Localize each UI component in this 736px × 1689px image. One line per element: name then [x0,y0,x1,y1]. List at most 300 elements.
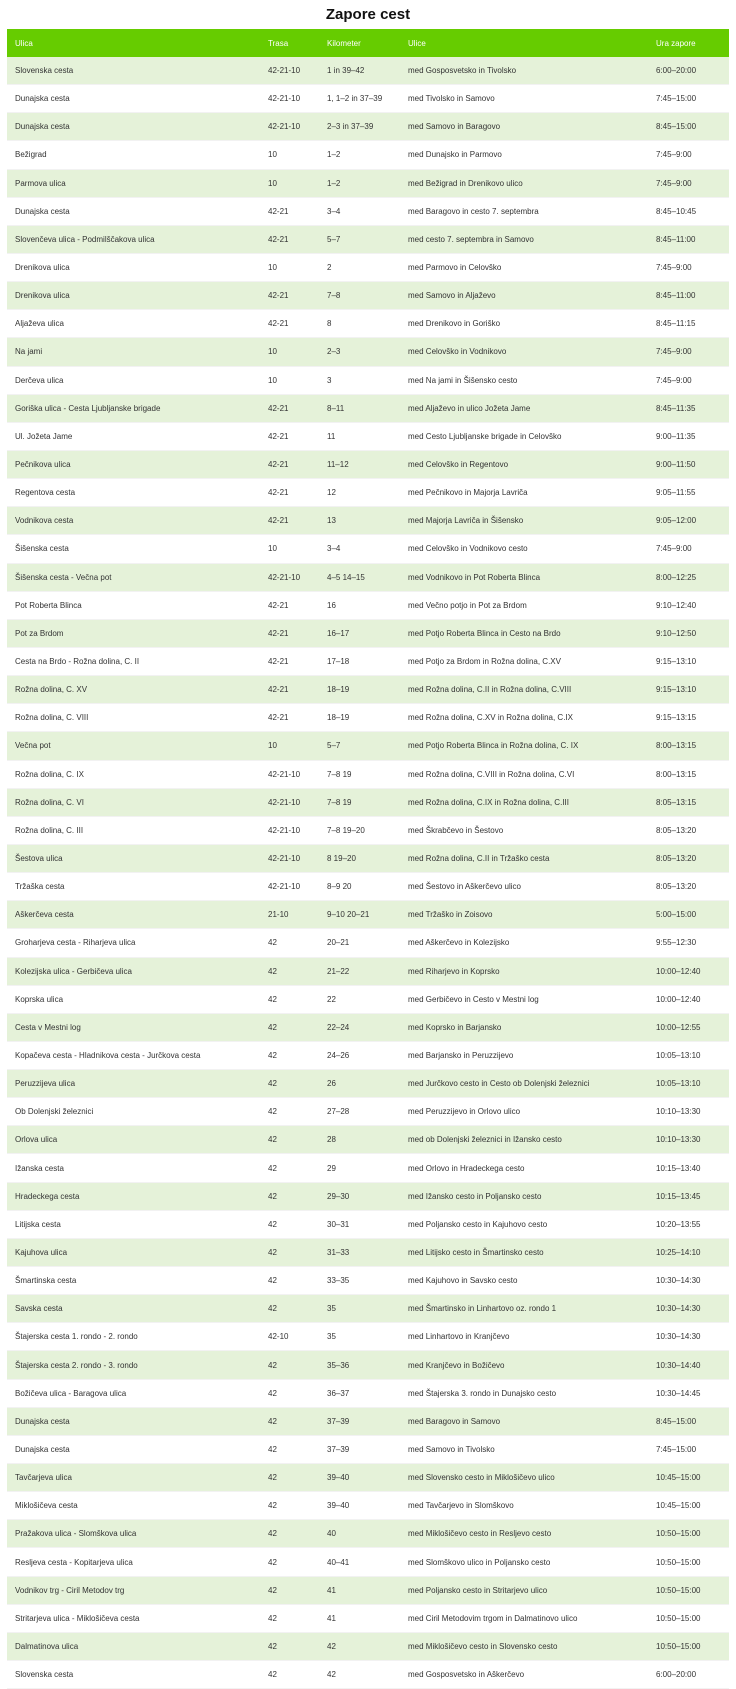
table-row [7,1041,729,1069]
cell-street: Pečnikova ulica [7,450,260,478]
cell-kilometer: 13 [319,507,400,535]
cell-street: Miklošičeva cesta [7,1492,260,1520]
table-row [7,788,729,816]
cell-kilometer: 4–5 14–15 [319,563,400,591]
cell-kilometer: 35 [319,1295,400,1323]
cell-street: Kolezijska ulica - Gerbičeva ulica [7,957,260,985]
cell-route: 42-21 [260,450,319,478]
header-ulice: Ulice [400,29,648,57]
table-row [7,1435,729,1463]
cell-kilometer: 5–7 [319,732,400,760]
cell-kilometer: 7–8 19 [319,788,400,816]
cell-closure-time: 8:00–12:25 [648,563,729,591]
cell-kilometer: 36–37 [319,1379,400,1407]
cell-closure-time: 7:45–15:00 [648,85,729,113]
cell-kilometer: 16–17 [319,619,400,647]
table-row [7,85,729,113]
cell-route: 42 [260,1379,319,1407]
cell-kilometer: 35–36 [319,1351,400,1379]
cell-closure-time: 7:45–9:00 [648,169,729,197]
cell-closure-time: 10:30–14:30 [648,1295,729,1323]
cell-section: med Škrabčevo in Šestovo [400,816,648,844]
cell-route: 42 [260,1435,319,1463]
table-row [7,844,729,872]
cell-route: 42-21 [260,619,319,647]
cell-section: med Bežigrad in Drenikovo ulico [400,169,648,197]
cell-route: 42-21 [260,676,319,704]
header-kilometer: Kilometer [319,29,400,57]
cell-kilometer: 29 [319,1154,400,1182]
table-row [7,816,729,844]
table-row [7,591,729,619]
cell-kilometer: 42 [319,1661,400,1689]
cell-kilometer: 30–31 [319,1210,400,1238]
cell-closure-time: 7:45–15:00 [648,1435,729,1463]
cell-section: med Rožna dolina, C.VIII in Rožna dolina, C.VI [400,760,648,788]
cell-section: med Štajerska 3. rondo in Dunajsko cesto [400,1379,648,1407]
cell-street: Regentova cesta [7,479,260,507]
cell-kilometer: 3–4 [319,535,400,563]
cell-section: med Orlovo in Hradeckega cesto [400,1154,648,1182]
page-title: Zapore cest [325,6,411,23]
cell-kilometer: 17–18 [319,647,400,675]
cell-route: 42 [260,957,319,985]
table-row [7,1154,729,1182]
cell-kilometer: 2 [319,253,400,281]
cell-route: 42-21 [260,394,319,422]
table-row [7,1464,729,1492]
table-row [7,1098,729,1126]
table-row [7,1070,729,1098]
cell-closure-time: 10:50–15:00 [648,1548,729,1576]
cell-section: med Ižansko cesto in Poljansko cesto [400,1182,648,1210]
closures-table [7,29,729,1689]
table-row [7,169,729,197]
cell-street: Aljaževa ulica [7,310,260,338]
table-row [7,1267,729,1295]
cell-route: 42 [260,1407,319,1435]
cell-closure-time: 8:00–13:15 [648,760,729,788]
cell-route: 42 [260,1210,319,1238]
cell-route: 42-21-10 [260,563,319,591]
table-row [7,507,729,535]
cell-route: 42-21-10 [260,113,319,141]
cell-closure-time: 9:00–11:35 [648,422,729,450]
cell-street: Šestova ulica [7,844,260,872]
cell-closure-time: 10:30–14:45 [648,1379,729,1407]
cell-closure-time: 8:05–13:20 [648,844,729,872]
cell-section: med Potjo za Brdom in Rožna dolina, C.XV [400,647,648,675]
cell-section: med Peruzzijevo in Orlovo ulico [400,1098,648,1126]
cell-section: med ob Dolenjski železnici in Ižansko cesto [400,1126,648,1154]
cell-street: Cesta na Brdo - Rožna dolina, C. II [7,647,260,675]
cell-closure-time: 9:10–12:50 [648,619,729,647]
cell-kilometer: 18–19 [319,704,400,732]
cell-kilometer: 2–3 in 37–39 [319,113,400,141]
cell-route: 42 [260,1576,319,1604]
cell-closure-time: 7:45–9:00 [648,141,729,169]
cell-closure-time: 10:25–14:10 [648,1238,729,1266]
cell-kilometer: 31–33 [319,1238,400,1266]
table-row [7,1604,729,1632]
cell-kilometer: 1 in 39–42 [319,57,400,85]
cell-closure-time: 7:45–9:00 [648,366,729,394]
cell-closure-time: 10:15–13:45 [648,1182,729,1210]
cell-section: med Jurčkovo cesto in Cesto ob Dolenjski železnici [400,1070,648,1098]
cell-closure-time: 9:05–12:00 [648,507,729,535]
cell-route: 10 [260,338,319,366]
cell-street: Kajuhova ulica [7,1238,260,1266]
cell-street: Bežigrad [7,141,260,169]
table-row [7,1407,729,1435]
cell-closure-time: 6:00–20:00 [648,1661,729,1689]
cell-kilometer: 8 [319,310,400,338]
table-row [7,1548,729,1576]
cell-route: 42-21-10 [260,85,319,113]
cell-section: med Aljaževo in ulico Jožeta Jame [400,394,648,422]
cell-route: 42 [260,1351,319,1379]
table-row [7,1379,729,1407]
cell-section: med Celovško in Vodnikovo cesto [400,535,648,563]
table-row [7,1520,729,1548]
cell-section: med Majorja Lavriča in Šišensko [400,507,648,535]
cell-street: Pražakova ulica - Slomškova ulica [7,1520,260,1548]
cell-route: 42 [260,1267,319,1295]
cell-route: 42 [260,1013,319,1041]
cell-route: 10 [260,253,319,281]
cell-section: med Samovo in Baragovo [400,113,648,141]
cell-closure-time: 10:05–13:10 [648,1041,729,1069]
table-row [7,1323,729,1351]
cell-kilometer: 1, 1–2 in 37–39 [319,85,400,113]
cell-street: Pot Roberta Blinca [7,591,260,619]
cell-street: Stritarjeva ulica - Miklošičeva cesta [7,1604,260,1632]
cell-kilometer: 8–11 [319,394,400,422]
cell-closure-time: 10:00–12:40 [648,985,729,1013]
cell-closure-time: 9:10–12:40 [648,591,729,619]
cell-street: Pot za Brdom [7,619,260,647]
cell-closure-time: 8:05–13:20 [648,873,729,901]
table-row [7,1351,729,1379]
table-row [7,985,729,1013]
cell-street: Goriška ulica - Cesta Ljubljanske brigade [7,394,260,422]
cell-route: 42-21-10 [260,57,319,85]
cell-section: med Riharjevo in Koprsko [400,957,648,985]
cell-route: 42 [260,1548,319,1576]
cell-kilometer: 27–28 [319,1098,400,1126]
table-row [7,197,729,225]
cell-route: 10 [260,732,319,760]
cell-kilometer: 9–10 20–21 [319,901,400,929]
cell-street: Slovenčeva ulica - Podmilščakova ulica [7,225,260,253]
cell-route: 42 [260,1661,319,1689]
cell-kilometer: 29–30 [319,1182,400,1210]
cell-section: med Večno potjo in Pot za Brdom [400,591,648,619]
cell-route: 42-21 [260,225,319,253]
cell-closure-time: 7:45–9:00 [648,338,729,366]
table-body [7,57,729,1689]
cell-street: Božičeva ulica - Baragova ulica [7,1379,260,1407]
cell-section: med Miklošičevo cesto in Slovensko cesto [400,1632,648,1660]
table-row [7,760,729,788]
cell-section: med Parmovo in Celovško [400,253,648,281]
table-row [7,422,729,450]
cell-closure-time: 10:10–13:30 [648,1126,729,1154]
cell-section: med Baragovo in Samovo [400,1407,648,1435]
table-row [7,676,729,704]
table-row [7,113,729,141]
cell-kilometer: 37–39 [319,1407,400,1435]
cell-kilometer: 3–4 [319,197,400,225]
cell-closure-time: 8:45–11:15 [648,310,729,338]
table-row [7,253,729,281]
cell-kilometer: 11–12 [319,450,400,478]
cell-route: 42 [260,1632,319,1660]
cell-closure-time: 10:45–15:00 [648,1464,729,1492]
cell-street: Koprska ulica [7,985,260,1013]
cell-route: 42-21 [260,704,319,732]
cell-street: Hradeckega cesta [7,1182,260,1210]
cell-kilometer: 1–2 [319,141,400,169]
cell-route: 21-10 [260,901,319,929]
cell-street: Šišenska cesta - Večna pot [7,563,260,591]
cell-street: Litijska cesta [7,1210,260,1238]
cell-section: med Cesto Ljubljanske brigade in Celovško [400,422,648,450]
cell-section: med Litijsko cesto in Šmartinsko cesto [400,1238,648,1266]
cell-street: Kopačeva cesta - Hladnikova cesta - Jurčkova cesta [7,1041,260,1069]
cell-street: Rožna dolina, C. III [7,816,260,844]
cell-kilometer: 26 [319,1070,400,1098]
table-row [7,563,729,591]
table-row [7,1238,729,1266]
cell-street: Dunajska cesta [7,85,260,113]
cell-section: med Baragovo in cesto 7. septembra [400,197,648,225]
table-row [7,282,729,310]
table-row [7,619,729,647]
cell-route: 42 [260,1126,319,1154]
cell-route: 42-21-10 [260,816,319,844]
cell-street: Tavčarjeva ulica [7,1464,260,1492]
cell-street: Na jami [7,338,260,366]
cell-section: med Gosposvetsko in Tivolsko [400,57,648,85]
cell-kilometer: 3 [319,366,400,394]
cell-street: Parmova ulica [7,169,260,197]
cell-kilometer: 41 [319,1576,400,1604]
table-row [7,394,729,422]
cell-section: med Na jami in Šišensko cesto [400,366,648,394]
cell-section: med Celovško in Regentovo [400,450,648,478]
cell-route: 42-21-10 [260,760,319,788]
cell-section: med Gosposvetsko in Aškerčevo [400,1661,648,1689]
cell-street: Rožna dolina, C. XV [7,676,260,704]
cell-kilometer: 21–22 [319,957,400,985]
cell-street: Cesta v Mestni log [7,1013,260,1041]
cell-closure-time: 8:05–13:15 [648,788,729,816]
cell-street: Dunajska cesta [7,1435,260,1463]
cell-route: 42 [260,1070,319,1098]
cell-route: 42 [260,1492,319,1520]
cell-closure-time: 7:45–9:00 [648,253,729,281]
cell-route: 42-21 [260,310,319,338]
cell-route: 42-21 [260,197,319,225]
cell-street: Rožna dolina, C. IX [7,760,260,788]
cell-closure-time: 10:05–13:10 [648,1070,729,1098]
table-row [7,732,729,760]
cell-closure-time: 9:55–12:30 [648,929,729,957]
cell-street: Štajerska cesta 2. rondo - 3. rondo [7,1351,260,1379]
table-row [7,1210,729,1238]
cell-street: Groharjeva cesta - Riharjeva ulica [7,929,260,957]
table-row [7,1661,729,1689]
cell-section: med Samovo in Aljaževo [400,282,648,310]
cell-street: Orlova ulica [7,1126,260,1154]
cell-kilometer: 5–7 [319,225,400,253]
cell-section: med Šestovo in Aškerčevo ulico [400,873,648,901]
cell-route: 10 [260,366,319,394]
cell-route: 42-21 [260,282,319,310]
cell-kilometer: 18–19 [319,676,400,704]
cell-section: med Aškerčevo in Kolezijsko [400,929,648,957]
cell-closure-time: 8:45–10:45 [648,197,729,225]
cell-kilometer: 28 [319,1126,400,1154]
cell-section: med Tržaško in Zoisovo [400,901,648,929]
table-row [7,957,729,985]
cell-route: 10 [260,169,319,197]
cell-section: med Drenikovo in Goriško [400,310,648,338]
cell-section: med Rožna dolina, C.II in Tržaško cesta [400,844,648,872]
cell-closure-time: 10:50–15:00 [648,1520,729,1548]
cell-street: Šmartinska cesta [7,1267,260,1295]
cell-closure-time: 10:30–14:30 [648,1323,729,1351]
cell-street: Dalmatinova ulica [7,1632,260,1660]
cell-closure-time: 8:45–11:00 [648,225,729,253]
cell-section: med Gerbičevo in Cesto v Mestni log [400,985,648,1013]
cell-route: 42-21 [260,507,319,535]
cell-closure-time: 8:05–13:20 [648,816,729,844]
cell-street: Aškerčeva cesta [7,901,260,929]
cell-closure-time: 10:00–12:40 [648,957,729,985]
cell-closure-time: 8:45–15:00 [648,113,729,141]
cell-route: 42 [260,1098,319,1126]
cell-closure-time: 10:10–13:30 [648,1098,729,1126]
cell-route: 42 [260,929,319,957]
cell-closure-time: 7:45–9:00 [648,535,729,563]
cell-street: Šišenska cesta [7,535,260,563]
cell-route: 42-21-10 [260,873,319,901]
cell-kilometer: 12 [319,479,400,507]
cell-closure-time: 8:45–15:00 [648,1407,729,1435]
table-row [7,225,729,253]
cell-closure-time: 5:00–15:00 [648,901,729,929]
cell-route: 42-21-10 [260,844,319,872]
cell-street: Dunajska cesta [7,113,260,141]
cell-section: med Rožna dolina, C.II in Rožna dolina, C.VIII [400,676,648,704]
cell-closure-time: 8:00–13:15 [648,732,729,760]
cell-route: 42-21 [260,479,319,507]
cell-route: 42-21 [260,422,319,450]
cell-section: med Koprsko in Barjansko [400,1013,648,1041]
table-row [7,1182,729,1210]
cell-kilometer: 22–24 [319,1013,400,1041]
cell-route: 42 [260,1154,319,1182]
cell-street: Tržaška cesta [7,873,260,901]
cell-section: med Dunajsko in Parmovo [400,141,648,169]
table-row [7,450,729,478]
cell-section: med cesto 7. septembra in Samovo [400,225,648,253]
cell-kilometer: 7–8 19–20 [319,816,400,844]
table-row [7,535,729,563]
cell-street: Ob Dolenjski železnici [7,1098,260,1126]
cell-section: med Potjo Roberta Blinca in Rožna dolina, C. IX [400,732,648,760]
cell-section: med Pečnikovo in Majorja Lavriča [400,479,648,507]
cell-closure-time: 9:15–13:10 [648,676,729,704]
cell-section: med Slovensko cesto in Miklošičevo ulico [400,1464,648,1492]
table-header [7,29,729,57]
cell-kilometer: 16 [319,591,400,619]
cell-route: 42 [260,1520,319,1548]
cell-route: 42 [260,985,319,1013]
cell-kilometer: 42 [319,1632,400,1660]
table-row [7,873,729,901]
cell-route: 42 [260,1182,319,1210]
cell-kilometer: 39–40 [319,1464,400,1492]
cell-street: Slovenska cesta [7,1661,260,1689]
cell-closure-time: 8:45–11:35 [648,394,729,422]
cell-section: med Šmartinsko in Linhartovo oz. rondo 1 [400,1295,648,1323]
cell-street: Štajerska cesta 1. rondo - 2. rondo [7,1323,260,1351]
table-row [7,338,729,366]
table-row [7,141,729,169]
cell-section: med Kajuhovo in Savsko cesto [400,1267,648,1295]
header-row [7,29,729,57]
cell-route: 10 [260,141,319,169]
table-row [7,1576,729,1604]
cell-closure-time: 10:20–13:55 [648,1210,729,1238]
cell-kilometer: 33–35 [319,1267,400,1295]
cell-kilometer: 39–40 [319,1492,400,1520]
table-row [7,1492,729,1520]
cell-section: med Vodnikovo in Pot Roberta Blinca [400,563,648,591]
table-row [7,929,729,957]
cell-route: 42 [260,1295,319,1323]
cell-street: Vodnikova cesta [7,507,260,535]
table-row [7,1013,729,1041]
table-row [7,479,729,507]
cell-closure-time: 10:30–14:30 [648,1267,729,1295]
cell-section: med Celovško in Vodnikovo [400,338,648,366]
header-ura-zapore: Ura zapore [648,29,729,57]
cell-kilometer: 40–41 [319,1548,400,1576]
table-row [7,704,729,732]
cell-route: 42-21 [260,591,319,619]
table-row [7,1295,729,1323]
cell-route: 42-10 [260,1323,319,1351]
cell-section: med Rožna dolina, C.XV in Rožna dolina, C.IX [400,704,648,732]
cell-section: med Poljansko cesto in Kajuhovo cesto [400,1210,648,1238]
cell-street: Dunajska cesta [7,1407,260,1435]
cell-closure-time: 9:00–11:50 [648,450,729,478]
cell-closure-time: 10:30–14:40 [648,1351,729,1379]
cell-street: Derčeva ulica [7,366,260,394]
cell-closure-time: 10:50–15:00 [648,1632,729,1660]
cell-street: Ul. Jožeta Jame [7,422,260,450]
cell-closure-time: 10:45–15:00 [648,1492,729,1520]
cell-closure-time: 9:15–13:15 [648,704,729,732]
cell-section: med Rožna dolina, C.IX in Rožna dolina, C.III [400,788,648,816]
cell-kilometer: 7–8 [319,282,400,310]
cell-section: med Tavčarjevo in Slomškovo [400,1492,648,1520]
cell-street: Savska cesta [7,1295,260,1323]
